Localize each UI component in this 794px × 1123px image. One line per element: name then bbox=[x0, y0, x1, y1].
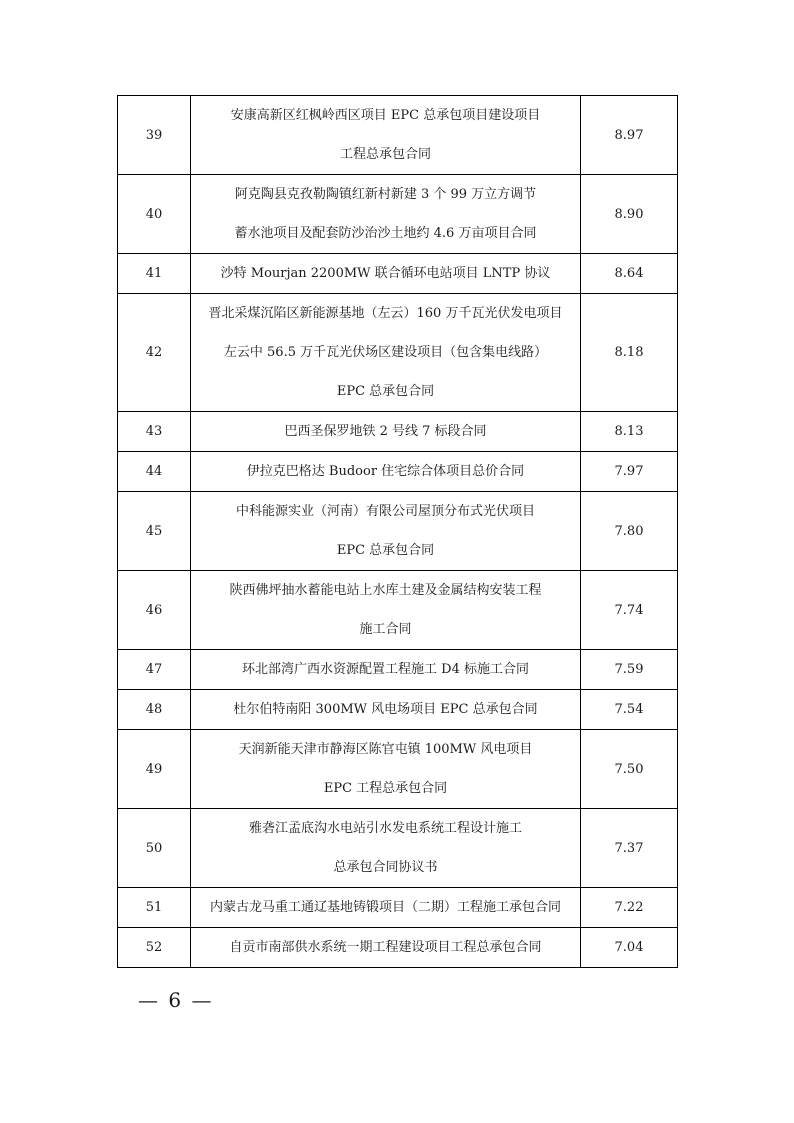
contract-name-line: EPC 工程总承包合同 bbox=[323, 781, 448, 796]
table-row bbox=[118, 730, 678, 809]
contract-name-line: 中科能源实业（河南）有限公司屋顶分布式光伏项目 bbox=[235, 504, 535, 519]
contract-name-cell bbox=[191, 452, 581, 492]
contract-name-cell bbox=[191, 254, 581, 294]
contract-value-cell: 8.13 bbox=[581, 412, 678, 452]
row-number-cell: 47 bbox=[118, 650, 191, 690]
contract-name-line: 总承包合同协议书 bbox=[333, 860, 438, 875]
contract-name-cell bbox=[191, 175, 581, 254]
contract-name-cell bbox=[191, 809, 581, 888]
contract-value-cell: 7.74 bbox=[581, 571, 678, 650]
contract-value-cell: 7.22 bbox=[581, 888, 678, 928]
contract-name-line: 晋北采煤沉陷区新能源基地（左云）160 万千瓦光伏发电项目 bbox=[208, 306, 563, 321]
contract-name-line: 内蒙古龙马重工通辽基地铸锻项目（二期）工程施工承包合同 bbox=[209, 900, 561, 915]
contract-name-line: 陕西佛坪抽水蓄能电站上水库土建及金属结构安装工程 bbox=[229, 583, 542, 598]
contract-name-line: 沙特 Mourjan 2200MW 联合循环电站项目 LNTP 协议 bbox=[220, 266, 551, 281]
contract-value-cell: 8.64 bbox=[581, 254, 678, 294]
row-number-cell: 46 bbox=[118, 571, 191, 650]
row-number-cell: 52 bbox=[118, 928, 191, 968]
contract-value-cell: 7.97 bbox=[581, 452, 678, 492]
contract-name-cell bbox=[191, 730, 581, 809]
contract-name-line: 蓄水池项目及配套防沙治沙土地约 4.6 万亩项目合同 bbox=[234, 226, 537, 241]
contract-name-cell bbox=[191, 412, 581, 452]
row-number-cell: 51 bbox=[118, 888, 191, 928]
contract-value-cell: 7.50 bbox=[581, 730, 678, 809]
contract-name-line: 阿克陶县克孜勒陶镇红新村新建 3 个 99 万立方调节 bbox=[234, 187, 537, 202]
row-number-cell: 42 bbox=[118, 294, 191, 412]
contract-value-cell: 7.54 bbox=[581, 690, 678, 730]
row-number-cell: 41 bbox=[118, 254, 191, 294]
contract-name-line: EPC 总承包合同 bbox=[336, 543, 435, 558]
contract-value-cell: 7.80 bbox=[581, 492, 678, 571]
table-row bbox=[118, 690, 678, 730]
table-row bbox=[118, 96, 678, 175]
contract-value-cell: 8.90 bbox=[581, 175, 678, 254]
contract-value-cell: 8.18 bbox=[581, 294, 678, 412]
contract-name-line: 环北部湾广西水资源配置工程施工 D4 标施工合同 bbox=[242, 662, 529, 677]
contract-name-cell bbox=[191, 492, 581, 571]
contract-name-line: 雅砻江孟底沟水电站引水发电系统工程设计施工 bbox=[248, 821, 522, 836]
contract-value-cell: 7.37 bbox=[581, 809, 678, 888]
table-row bbox=[118, 492, 678, 571]
row-number-cell: 39 bbox=[118, 96, 191, 175]
table-row bbox=[118, 254, 678, 294]
row-number-cell: 40 bbox=[118, 175, 191, 254]
contract-name-cell bbox=[191, 650, 581, 690]
row-number-cell: 44 bbox=[118, 452, 191, 492]
table-row bbox=[118, 571, 678, 650]
table-body bbox=[118, 96, 678, 968]
contract-name-cell bbox=[191, 294, 581, 412]
page-number: — 6 — bbox=[138, 988, 214, 1012]
contract-name-line: 天润新能天津市静海区陈官屯镇 100MW 风电项目 bbox=[238, 742, 533, 757]
contract-name-line: 自贡市南部供水系统一期工程建设项目工程总承包合同 bbox=[229, 940, 542, 955]
contract-name-line: 左云中 56.5 万千瓦光伏场区建设项目（包含集电线路） bbox=[223, 345, 548, 360]
row-number-cell: 50 bbox=[118, 809, 191, 888]
row-number-cell: 49 bbox=[118, 730, 191, 809]
row-number-cell: 43 bbox=[118, 412, 191, 452]
contract-name-line: 杜尔伯特南阳 300MW 风电场项目 EPC 总承包合同 bbox=[233, 702, 538, 717]
table-row bbox=[118, 650, 678, 690]
table-row bbox=[118, 412, 678, 452]
contract-name-cell bbox=[191, 690, 581, 730]
contract-name-line: 工程总承包合同 bbox=[339, 147, 431, 162]
table-row bbox=[118, 888, 678, 928]
contract-name-line: EPC 总承包合同 bbox=[336, 384, 435, 399]
contract-name-cell bbox=[191, 928, 581, 968]
contract-name-cell bbox=[191, 571, 581, 650]
table-row bbox=[118, 809, 678, 888]
contract-table bbox=[117, 95, 678, 968]
contract-name-line: 伊拉克巴格达 Budoor 住宅综合体项目总价合同 bbox=[246, 464, 525, 479]
contract-value-cell: 7.59 bbox=[581, 650, 678, 690]
contract-name-line: 施工合同 bbox=[359, 622, 412, 637]
row-number-cell: 48 bbox=[118, 690, 191, 730]
table-row bbox=[118, 928, 678, 968]
table-row bbox=[118, 294, 678, 412]
contract-name-cell bbox=[191, 96, 581, 175]
contract-value-cell: 8.97 bbox=[581, 96, 678, 175]
table-row bbox=[118, 452, 678, 492]
table-row bbox=[118, 175, 678, 254]
contract-name-line: 安康高新区红枫岭西区项目 EPC 总承包项目建设项目 bbox=[230, 108, 541, 123]
row-number-cell: 45 bbox=[118, 492, 191, 571]
contract-value-cell: 7.04 bbox=[581, 928, 678, 968]
contract-name-cell bbox=[191, 888, 581, 928]
contract-name-line: 巴西圣保罗地铁 2 号线 7 标段合同 bbox=[284, 424, 487, 439]
